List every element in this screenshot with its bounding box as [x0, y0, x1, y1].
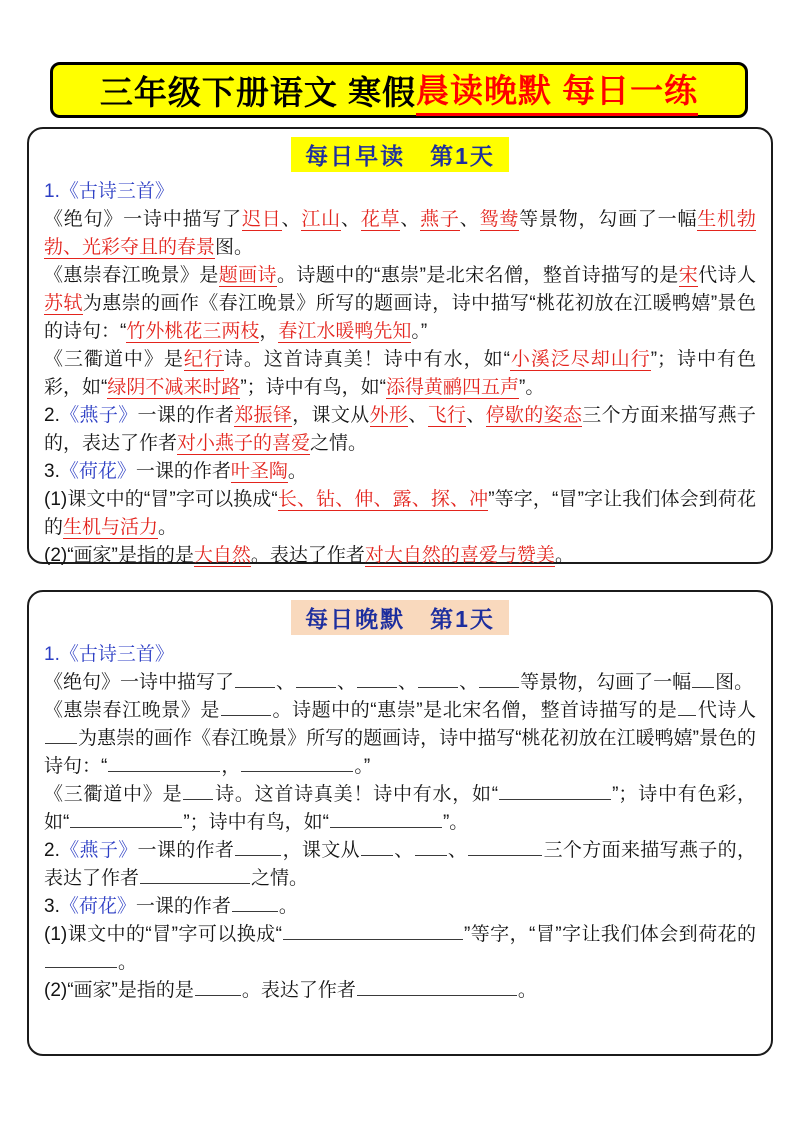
text-segment: 、 [447, 840, 468, 861]
answer-text: 郑振铎 [234, 405, 293, 426]
text-segment: 。 [554, 545, 574, 566]
title-red-text: 晨读晚默 每日一练 [416, 65, 698, 116]
answer-text: 对大自然的喜爱与赞美 [364, 545, 555, 566]
text-segment: 。” [354, 756, 371, 777]
text-segment: 三个方面来描写燕子的，表达了作者 [44, 840, 756, 889]
text-segment: 代诗人 [697, 700, 756, 721]
paragraph [44, 542, 756, 570]
text-segment: (1)课文中的“冒”字可以换成“ [44, 489, 278, 510]
answer-text: 题画诗 [218, 265, 277, 286]
answer-text: 生机勃勃、光彩夺且的春景 [44, 209, 756, 258]
text-segment: 图。 [715, 672, 754, 693]
text-segment: ， [259, 321, 279, 342]
text-segment: 《绝句》一诗中描写了 [44, 672, 235, 693]
text-segment: 、 [466, 405, 486, 426]
text-segment: ”。 [519, 377, 545, 398]
text-segment: 《三衢道中》是 [44, 349, 184, 370]
text-segment: ”；诗中有鸟，如“ [240, 377, 386, 398]
text-segment: 。 [517, 980, 537, 1001]
blank-line [232, 894, 278, 912]
text-segment: 一课的作者 [137, 840, 235, 861]
answer-text: 鸳鸯 [479, 209, 520, 230]
blank-line [296, 670, 336, 688]
text-segment: 、 [398, 672, 418, 693]
text-segment: 。表达了作者 [241, 980, 356, 1001]
paragraph [44, 346, 756, 402]
lesson-title: 《荷花》 [59, 896, 136, 917]
text-segment: ”；诗中有色彩，如“ [44, 349, 756, 398]
answer-text: 大自然 [193, 545, 251, 566]
answer-text: 花草 [360, 209, 401, 230]
paragraph [44, 697, 756, 781]
lesson-title: 《荷花》 [59, 461, 136, 482]
paragraph [44, 262, 756, 346]
text-segment: 《三衢道中》是 [44, 784, 183, 805]
lesson-title: 1.《古诗三首》 [44, 181, 174, 202]
blank-line [415, 838, 447, 856]
answer-text: 飞行 [427, 405, 467, 426]
blank-line [45, 950, 117, 968]
morning-reading-panel [27, 127, 773, 564]
text-segment: 为惠崇的画作《春江晚景》所写的题画诗，诗中描写“桃花初放在江暖鸭嬉”景色的诗句：“ [44, 728, 756, 777]
text-segment: 。表达了作者 [250, 545, 365, 566]
blank-line [499, 782, 611, 800]
text-segment: 、 [400, 209, 421, 230]
answer-text: 添得黄鹂四五声 [386, 377, 520, 398]
text-segment: 。 [278, 896, 298, 917]
answer-text: 江山 [301, 209, 341, 230]
text-segment: 、 [337, 672, 357, 693]
blank-line [235, 670, 275, 688]
text-segment: 为惠崇的画作《春江晚景》所写的题画诗，诗中描写“桃花初放在江暖鸭嬉”景色的诗句：“ [44, 293, 756, 342]
answer-text: 迟日 [241, 209, 282, 230]
blank-line [241, 754, 353, 772]
paragraph [44, 837, 756, 893]
text-segment: ”等字，“冒”字让我们体会到荷花的 [463, 924, 756, 945]
paragraph [44, 977, 756, 1005]
blank-line [283, 922, 463, 940]
answer-text: 绿阴不减来时路 [107, 377, 241, 398]
answer-text: 苏轼 [44, 293, 83, 314]
paragraph [44, 486, 756, 542]
paragraph [44, 669, 756, 697]
text-segment: ， [221, 756, 241, 777]
text-segment: (1)课文中的“冒”字可以换成“ [44, 924, 282, 945]
text-segment: 一课的作者 [135, 896, 231, 917]
text-segment: (2)“画家”是指的是 [44, 980, 194, 1001]
text-segment: 。诗题中的“惠崇”是北宋名僧，整首诗描写的是 [276, 265, 679, 286]
text-segment: 、 [281, 209, 302, 230]
answer-text: 生机与活力 [63, 517, 159, 538]
blank-line [45, 726, 77, 744]
answer-text: 叶圣陶 [230, 461, 288, 482]
text-segment: 一课的作者 [137, 405, 235, 426]
answer-text: 外形 [369, 405, 409, 426]
blank-line [140, 866, 250, 884]
evening-recitation-panel [27, 590, 773, 1056]
answer-text: 长、钻、伸、露、探、冲 [277, 489, 489, 510]
text-segment: ”。 [442, 812, 469, 833]
section-body [44, 641, 756, 1005]
paragraph [44, 921, 756, 977]
text-segment: 《惠崇春江晚景》是 [44, 265, 219, 286]
text-segment: ，课文从 [282, 840, 360, 861]
paragraph [44, 781, 756, 837]
paragraph [44, 641, 756, 669]
blank-line [183, 782, 213, 800]
text-segment: 、 [276, 672, 296, 693]
paragraph [44, 402, 756, 458]
title-bar [50, 62, 748, 118]
blank-line [418, 670, 458, 688]
text-segment: 。诗题中的“惠崇”是北宋名僧，整首诗描写的是 [271, 700, 678, 721]
text-segment: 、 [393, 840, 414, 861]
title-black-text: 三年级下册语文 寒假 [99, 73, 416, 111]
text-segment: 一课的作者 [135, 461, 231, 482]
blank-line [361, 838, 393, 856]
text-segment: 图。 [215, 237, 254, 258]
lesson-title: 《燕子》 [59, 405, 138, 426]
text-segment: ”；诗中有色彩，如“ [44, 784, 757, 833]
answer-text: 小溪泛尽却山行 [509, 349, 651, 370]
text-segment: ”等字，“冒”字让我们体会到荷花的 [44, 489, 756, 538]
text-segment: 《绝句》一诗中描写了 [44, 209, 242, 230]
text-segment: 。 [118, 952, 138, 973]
blank-line [235, 838, 281, 856]
text-segment: 《惠崇春江晚景》是 [44, 700, 220, 721]
text-segment: 等景物，勾画了一幅 [520, 672, 692, 693]
text-segment: 2. [44, 840, 60, 861]
text-segment: 、 [340, 209, 361, 230]
text-segment: ，课文从 [292, 405, 370, 426]
blank-line [468, 838, 542, 856]
text-segment: 诗。这首诗真美！诗中有水，如“ [214, 784, 499, 805]
section-body [44, 178, 756, 570]
text-segment: 。 [287, 461, 307, 482]
text-segment: 之情。 [251, 868, 309, 889]
blank-line [70, 810, 182, 828]
blank-line [692, 670, 714, 688]
paragraph [44, 178, 756, 206]
text-segment: 。 [158, 517, 178, 538]
answer-text: 春江水暖鸭先知 [278, 321, 412, 342]
blank-line [330, 810, 442, 828]
answer-text: 宋 [678, 265, 699, 286]
lesson-title: 1.《古诗三首》 [44, 644, 174, 665]
text-segment: 3. [44, 461, 60, 482]
answer-text: 停歇的姿态 [485, 405, 583, 426]
answer-text: 对小燕子的喜爱 [177, 433, 311, 454]
lesson-title: 《燕子》 [59, 840, 138, 861]
blank-line [195, 978, 241, 996]
morning-section-header: 每日早读 第1天 [291, 137, 509, 172]
text-segment: 、 [459, 209, 480, 230]
text-segment: 3. [44, 896, 60, 917]
blank-line [479, 670, 519, 688]
blank-line [678, 698, 696, 716]
blank-line [357, 670, 397, 688]
evening-section-header: 每日晚默 第1天 [291, 600, 509, 635]
text-segment: 等景物，勾画了一幅 [519, 209, 698, 230]
blank-line [221, 698, 271, 716]
answer-text: 竹外桃花三两枝 [126, 321, 260, 342]
text-segment: 之情。 [310, 433, 368, 454]
paragraph [44, 206, 756, 262]
blank-line [108, 754, 220, 772]
text-segment: 代诗人 [698, 265, 756, 286]
blank-line [357, 978, 517, 996]
answer-text: 纪行 [183, 349, 224, 370]
text-segment: 、 [459, 672, 479, 693]
text-segment: 2. [44, 405, 60, 426]
text-segment: 。” [411, 321, 428, 342]
text-segment: 诗。这首诗真美！诗中有水，如“ [223, 349, 510, 370]
text-segment: 三个方面来描写燕子的，表达了作者 [44, 405, 756, 454]
paragraph [44, 893, 756, 921]
text-segment: ”；诗中有鸟，如“ [183, 812, 329, 833]
text-segment: 、 [408, 405, 428, 426]
paragraph [44, 458, 756, 486]
text-segment: (2)“画家”是指的是 [44, 545, 194, 566]
answer-text: 燕子 [420, 209, 460, 230]
